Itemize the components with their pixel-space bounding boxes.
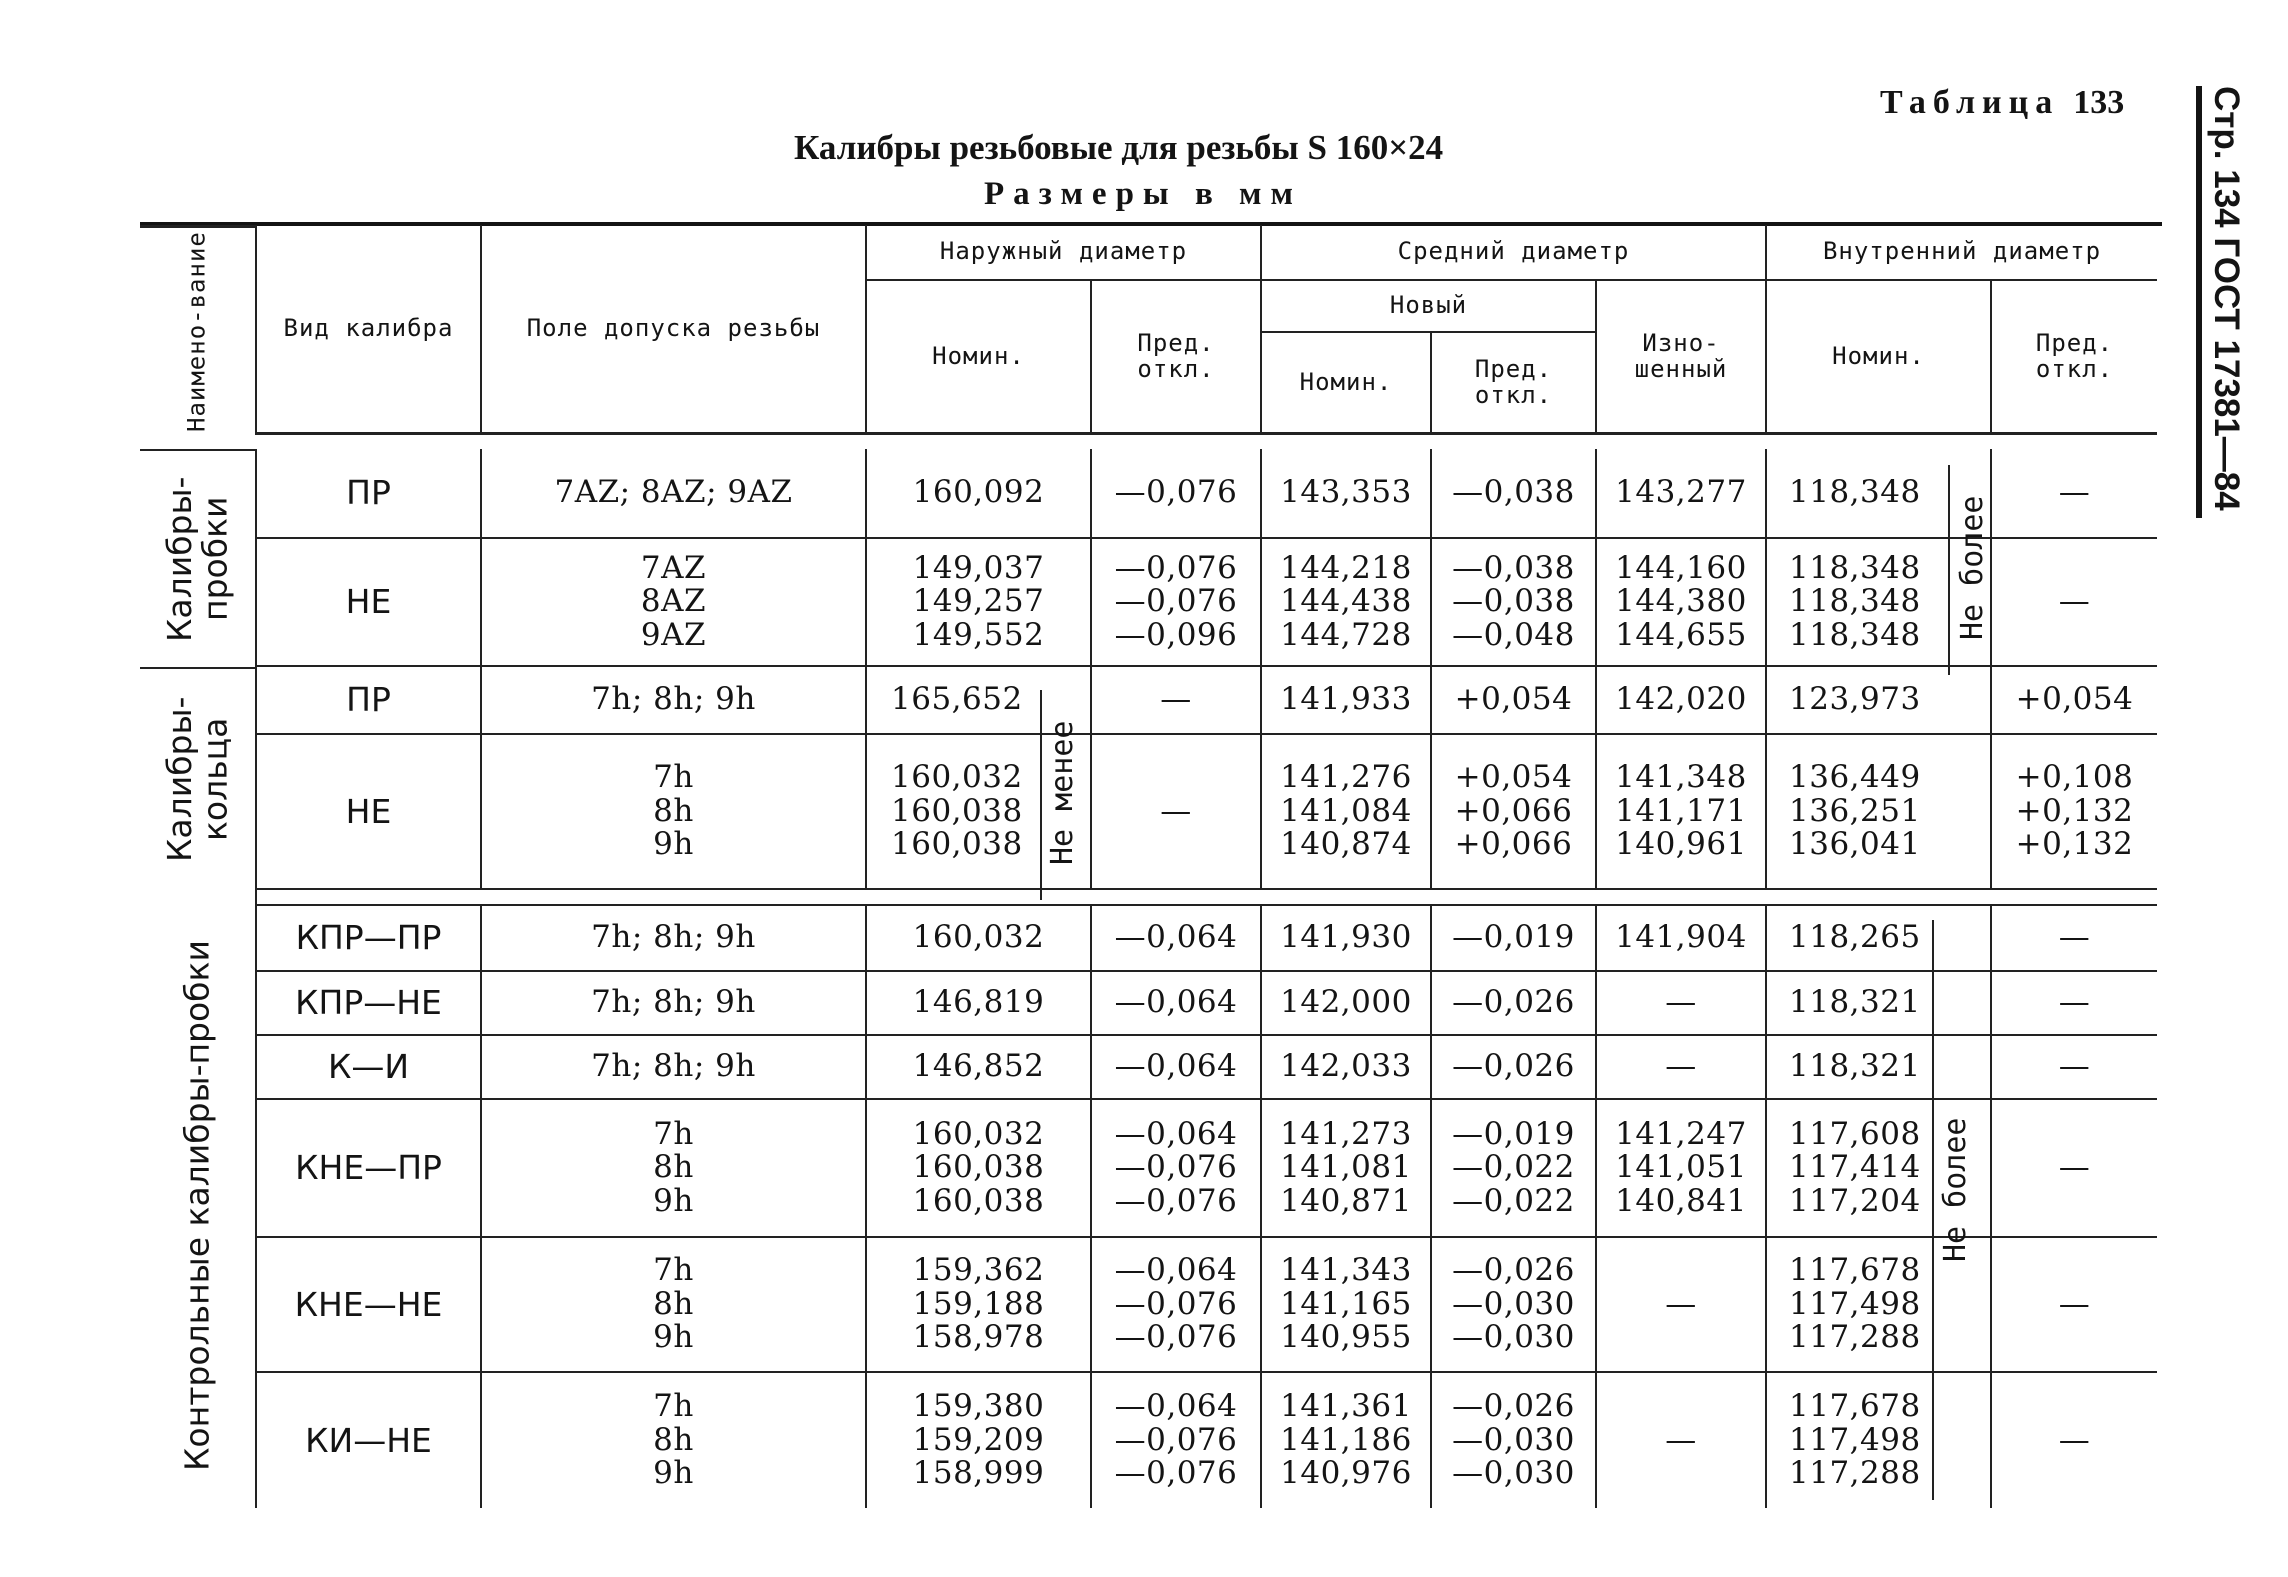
group-control-plugs: Контрольные калибры-пробки	[177, 940, 217, 1472]
header-id-nominal: Номин.	[1765, 281, 1990, 435]
md-nominal: 142,000	[1260, 972, 1430, 1036]
header-od-nominal: Номин.	[865, 281, 1090, 435]
od-nominal: 159,362 159,188 158,978	[865, 1238, 1090, 1373]
od-deviation: —0,064	[1090, 904, 1260, 972]
tolerance: 7h; 8h; 9h	[480, 667, 865, 735]
worn: 141,904	[1595, 904, 1765, 972]
header-mean-diameter: Средний диаметр	[1260, 225, 1765, 281]
worn: 141,247 141,051 140,841	[1595, 1100, 1765, 1238]
tolerance: 7h 8h 9h	[480, 1238, 865, 1373]
id-nominal: 118,348	[1765, 449, 1990, 539]
note-divider-rings	[1040, 690, 1042, 900]
id-nominal: 118,265	[1765, 904, 1990, 972]
id-deviation: —	[1990, 972, 2157, 1036]
md-deviation: +0,054	[1430, 667, 1595, 735]
od-nominal: 146,819	[865, 972, 1090, 1036]
od-deviation: —0,064	[1090, 972, 1260, 1036]
tolerance: 7h 8h 9h	[480, 1100, 865, 1238]
header-od-deviation: Пред. откл.	[1090, 281, 1260, 435]
md-deviation: —0,026 —0,030 —0,030	[1430, 1373, 1595, 1508]
od-deviation: —	[1090, 667, 1260, 735]
header-outer-diameter: Наружный диаметр	[865, 225, 1260, 281]
md-deviation: —0,026 —0,030 —0,030	[1430, 1238, 1595, 1373]
gauge-type: КПР—НЕ	[255, 972, 480, 1036]
id-deviation: —	[1990, 1100, 2157, 1238]
worn: —	[1595, 1373, 1765, 1508]
md-nominal: 141,343 141,165 140,955	[1260, 1238, 1430, 1373]
id-nominal: 123,973	[1765, 667, 1990, 735]
header-name: Наимено-вание	[140, 225, 255, 435]
od-nominal: 165,652	[865, 667, 1090, 735]
tolerance: 7h; 8h; 9h	[480, 1036, 865, 1100]
header-md-deviation: Пред. откл.	[1430, 333, 1595, 435]
gauge-type: НЕ	[255, 735, 480, 890]
group-gap	[255, 890, 2157, 904]
id-deviation: —	[1990, 449, 2157, 539]
md-deviation: —0,019	[1430, 904, 1595, 972]
gauge-type: КНЕ—НЕ	[255, 1238, 480, 1373]
header-new: Новый	[1260, 281, 1595, 333]
id-nominal: 117,608 117,414 117,204	[1765, 1100, 1990, 1238]
note-not-more-control: Не более	[1938, 1117, 1973, 1263]
page-subtitle: Размеры в мм	[984, 176, 1302, 212]
od-nominal: 160,032	[865, 904, 1090, 972]
id-nominal: 118,321	[1765, 972, 1990, 1036]
md-nominal: 141,930	[1260, 904, 1430, 972]
md-nominal: 143,353	[1260, 449, 1430, 539]
od-nominal: 160,032 160,038 160,038	[865, 735, 1090, 890]
gauge-type: КИ—НЕ	[255, 1373, 480, 1508]
id-deviation: —	[1990, 904, 2157, 972]
od-nominal: 160,092	[865, 449, 1090, 539]
note-divider-plugs	[1948, 465, 1950, 675]
id-nominal: 118,348 118,348 118,348	[1765, 539, 1990, 667]
id-deviation: +0,108 +0,132 +0,132	[1990, 735, 2157, 890]
od-deviation: —0,076 —0,076 —0,096	[1090, 539, 1260, 667]
worn: 143,277	[1595, 449, 1765, 539]
md-deviation: —0,026	[1430, 1036, 1595, 1100]
worn: 141,348 141,171 140,961	[1595, 735, 1765, 890]
md-nominal: 144,218 144,438 144,728	[1260, 539, 1430, 667]
md-deviation: —0,019 —0,022 —0,022	[1430, 1100, 1595, 1238]
tolerance: 7h; 8h; 9h	[480, 972, 865, 1036]
tolerance: 7AZ; 8AZ; 9AZ	[480, 449, 865, 539]
worn: —	[1595, 1036, 1765, 1100]
header-id-deviation: Пред. откл.	[1990, 281, 2157, 435]
id-deviation: —	[1990, 1036, 2157, 1100]
md-nominal: 141,361 141,186 140,976	[1260, 1373, 1430, 1508]
id-deviation: +0,054	[1990, 667, 2157, 735]
table-label: Таблица 133	[1880, 84, 2125, 121]
note-divider-control	[1932, 920, 1934, 1500]
md-nominal: 141,273 141,081 140,871	[1260, 1100, 1430, 1238]
table-number: 133	[2073, 84, 2125, 121]
gauge-type: ПР	[255, 667, 480, 735]
md-deviation: —0,026	[1430, 972, 1595, 1036]
header-gap	[140, 435, 2157, 449]
worn: 142,020	[1595, 667, 1765, 735]
gauge-table	[140, 225, 2162, 1505]
od-deviation: —0,076	[1090, 449, 1260, 539]
gauge-type: КНЕ—ПР	[255, 1100, 480, 1238]
gauge-type: К—И	[255, 1036, 480, 1100]
worn: —	[1595, 972, 1765, 1036]
id-deviation: —	[1990, 1373, 2157, 1508]
id-nominal: 136,449 136,251 136,041	[1765, 735, 1990, 890]
id-nominal: 117,678 117,498 117,288	[1765, 1238, 1990, 1373]
gauge-type: КПР—ПР	[255, 904, 480, 972]
md-deviation: —0,038 —0,038 —0,048	[1430, 539, 1595, 667]
od-deviation: —0,064 —0,076 —0,076	[1090, 1238, 1260, 1373]
note-not-more-plugs: Не более	[1955, 495, 1990, 641]
od-deviation: —	[1090, 735, 1260, 890]
note-not-less-rings: Не менее	[1045, 720, 1080, 866]
gauge-type: ПР	[255, 449, 480, 539]
tolerance: 7h 8h 9h	[480, 1373, 865, 1508]
gauge-type: НЕ	[255, 539, 480, 667]
group-plugs: Калибры-пробки	[140, 449, 255, 667]
od-deviation: —0,064 —0,076 —0,076	[1090, 1100, 1260, 1238]
header-worn: Изно-шенный	[1595, 281, 1765, 435]
side-page-label: Стр. 134 ГОСТ 17381—84	[2207, 86, 2246, 511]
od-nominal: 149,037 149,257 149,552	[865, 539, 1090, 667]
md-deviation: +0,054 +0,066 +0,066	[1430, 735, 1595, 890]
od-deviation: —0,064 —0,076 —0,076	[1090, 1373, 1260, 1508]
md-deviation: —0,038	[1430, 449, 1595, 539]
header-md-nominal: Номин.	[1260, 333, 1430, 435]
header-gauge-type: Вид калибра	[255, 225, 480, 435]
md-nominal: 141,276 141,084 140,874	[1260, 735, 1430, 890]
md-nominal: 141,933	[1260, 667, 1430, 735]
header-inner-diameter: Внутренний диаметр	[1765, 225, 2157, 281]
id-nominal: 118,321	[1765, 1036, 1990, 1100]
od-nominal: 160,032 160,038 160,038	[865, 1100, 1090, 1238]
group-rings: Калибры-кольца	[140, 667, 255, 890]
id-nominal: 117,678 117,498 117,288	[1765, 1373, 1990, 1508]
od-deviation: —0,064	[1090, 1036, 1260, 1100]
side-rule	[2196, 86, 2202, 518]
page-title: Калибры резьбовые для резьбы S 160×24	[794, 128, 1444, 167]
tolerance: 7h 8h 9h	[480, 735, 865, 890]
tolerance: 7h; 8h; 9h	[480, 904, 865, 972]
tolerance: 7AZ 8AZ 9AZ	[480, 539, 865, 667]
worn: 144,160 144,380 144,655	[1595, 539, 1765, 667]
worn: —	[1595, 1238, 1765, 1373]
id-deviation: —	[1990, 539, 2157, 667]
od-nominal: 146,852	[865, 1036, 1090, 1100]
od-nominal: 159,380 159,209 158,999	[865, 1373, 1090, 1508]
id-deviation: —	[1990, 1238, 2157, 1373]
header-tolerance: Поле допуска резьбы	[480, 225, 865, 435]
md-nominal: 142,033	[1260, 1036, 1430, 1100]
